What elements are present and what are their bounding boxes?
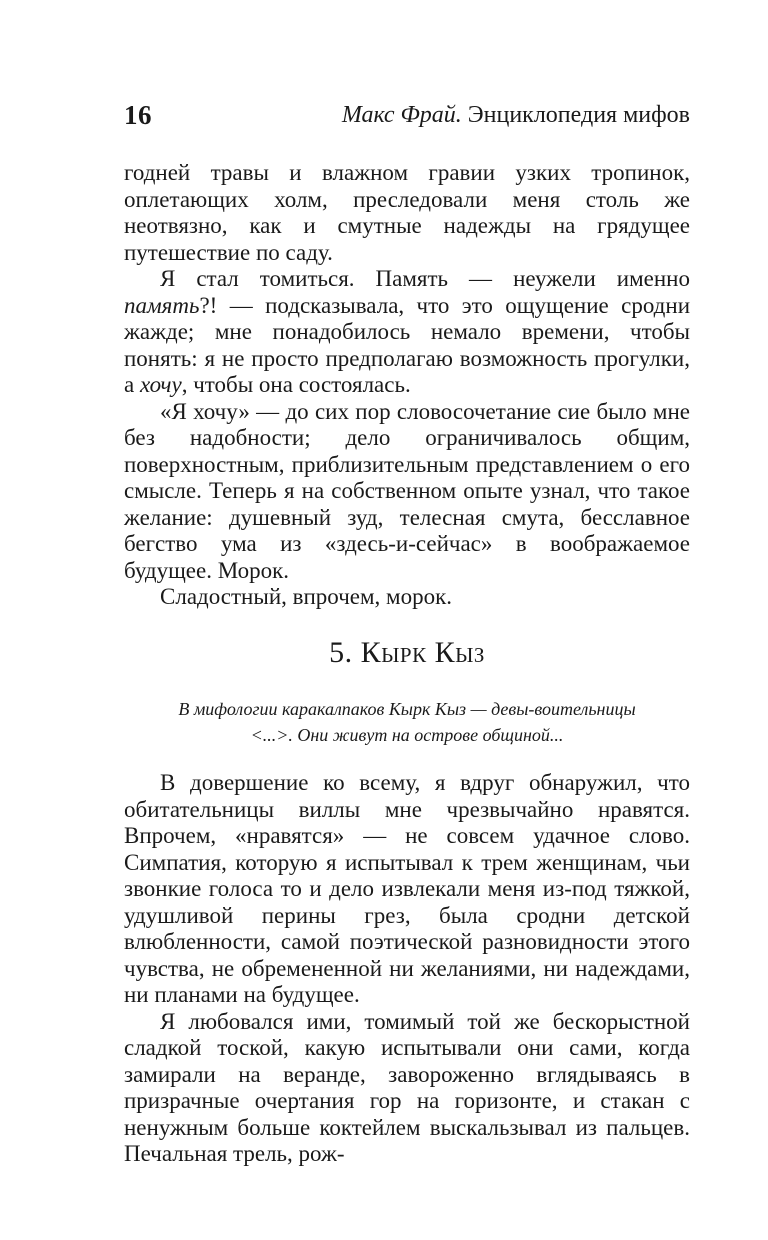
running-title-author: Макс Фрай. bbox=[341, 102, 462, 128]
epigraph-line: В мифологии каракалпаков Кырк Кыз — девы-воительницы bbox=[178, 699, 636, 719]
paragraph-text: , чтобы она состоялась. bbox=[181, 372, 411, 397]
paragraph-text: ?! — подсказывала, что это ощущение сродни жажде; мне понадобилось немало времени, чтобы понять: я не просто предполагаю возможность прогулки, а bbox=[124, 292, 690, 397]
paragraph: Я любовался ими, томимый той же бескорыстной сладкой тоской, какую испытывали они сами, когда замирали на веранде, завороженно вглядываясь в призрачные очертания гор на горизонте, и стакан с ненужным больше коктейлем выскальзывал из пальцев. Печальная трель, рож- bbox=[124, 1008, 690, 1166]
paragraph-text: Я стал томиться. Память — неужели именно bbox=[160, 266, 690, 291]
running-title bbox=[342, 102, 690, 129]
emphasis-text: хочу bbox=[139, 372, 182, 397]
paragraph: В довершение ко всему, я вдруг обнаружил, что обитательницы виллы мне чрезвычайно нравятся. Впрочем, «нравятся» — не совсем удачное слово. Симпатия, которую я испытывал к трем женщинам, чьи звонкие голоса то и дело извлекали меня из-под тяжкой, удушливой перины грез, была сродни детской влюбленности, самой поэтической разновидности этого чувства, не обремененной ни желаниями, ни надеждами, ни планами на будущее. bbox=[124, 770, 690, 1007]
epigraph bbox=[124, 696, 690, 748]
paragraph: «Я хочу» — до сих пор словосочетание сие было мне без надобности; дело ограничивалось общим, поверхностным, приблизительным представлением о его смысле. Теперь я на собственном опыте узнал, что такое желание: душевный зуд, телесная смута, бесславное бегство ума из «здесь-и-сейчас» в воображаемое будущее. Морок. bbox=[124, 398, 690, 583]
epigraph-line: <...>. Они живут на острове общиной... bbox=[250, 725, 564, 745]
paragraph-continued: годней травы и влажном гравии узких тропинок, оплетающих холм, преследовали меня столь же неотвязно, как и смутные надежды на грядущее путешествие по саду. bbox=[124, 160, 690, 265]
emphasis-text: память bbox=[124, 292, 200, 318]
top-text-block bbox=[124, 160, 690, 611]
paragraph: Сладостный, впрочем, морок. bbox=[160, 584, 453, 609]
bottom-text-block bbox=[124, 770, 690, 1168]
chapter-title: 5. Кырк Кыз bbox=[329, 636, 485, 669]
page-number: 16 bbox=[124, 100, 152, 130]
running-title-book: Энциклопедия мифов bbox=[467, 102, 690, 128]
page-header bbox=[124, 100, 690, 140]
paragraph bbox=[124, 266, 690, 399]
